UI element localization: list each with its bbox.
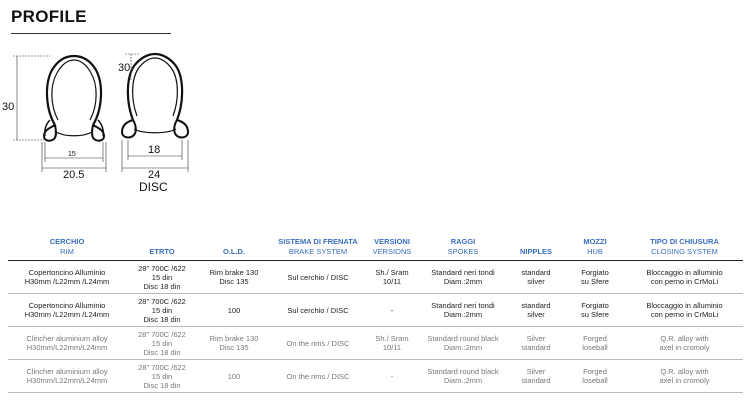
cell-line: Disc 18 din (143, 380, 181, 390)
disc-rim-inner-wall (133, 58, 178, 116)
cell-line: 15 din (151, 272, 173, 282)
table-cell-hub (564, 360, 626, 393)
rim-inner-width-label: 15 (68, 151, 76, 158)
table-cell-rim (8, 327, 126, 360)
table-row (8, 327, 743, 360)
cell-line: Copertoncino Alluminio (28, 301, 106, 310)
cell-line: On the rims / DISC (286, 371, 350, 381)
cell-line: Diam.:2mm (443, 376, 483, 385)
cell-line: Sul cerchio / DISC (287, 305, 349, 315)
column-header-italian: VERSIONI (374, 237, 410, 246)
cell-line: Sul cerchio / DISC (287, 272, 349, 282)
table-cell-brake (270, 294, 366, 327)
table-cell-spokes (418, 294, 508, 327)
cell-line: H30mm /L22mm /L24mm (24, 277, 110, 286)
column-header-english: HUB (587, 247, 603, 256)
table-cell-spokes (418, 261, 508, 294)
cell-line: Copertoncino Alluminio (28, 268, 106, 277)
column-header-english: BRAKE SYSTEM (288, 247, 348, 256)
cell-line: silver (527, 310, 545, 319)
table-cell-hub (564, 327, 626, 360)
table-cell-etrto (126, 327, 198, 360)
disc-rim-bead-right (174, 120, 188, 137)
cell-line: standard (521, 376, 551, 385)
cell-line: Sh./ Sram (375, 268, 409, 277)
column-header-italian: MOZZI (583, 237, 607, 246)
cell-line: 15 din (151, 338, 173, 348)
rim-profile-standard (44, 56, 104, 141)
table-cell-nipples (508, 294, 564, 327)
cell-line: standard (521, 301, 551, 310)
cell-line: Standard neri tondi (431, 301, 495, 310)
table-cell-hub (564, 261, 626, 294)
table-cell-versions (366, 261, 418, 294)
table-cell-closing (626, 327, 743, 360)
cell-line: con perno in CrMoLi (650, 277, 719, 286)
cell-line: Forged (583, 367, 607, 376)
disc-rim-bed (134, 129, 176, 133)
cell-line: H30mm/L22mm/L24mm (26, 376, 108, 385)
cell-line: axel in cromoly (659, 376, 710, 385)
cell-line: Diam.:2mm (443, 310, 483, 319)
table-cell-old (198, 261, 270, 294)
cell-line: Disc 135 (219, 277, 249, 286)
table-cell-brake (270, 261, 366, 294)
table-cell-versions (366, 360, 418, 393)
rim-outer-width-label: 20.5 (63, 169, 85, 181)
table-cell-rim (8, 294, 126, 327)
table-cell-etrto (126, 261, 198, 294)
cell-line: Disc 18 din (143, 347, 181, 357)
cell-line: Clincher aluminium alloy (26, 334, 108, 343)
cell-line: 28" 700C /622 (138, 362, 186, 372)
cell-line: Diam.:2mm (443, 343, 483, 352)
table-body (8, 261, 743, 393)
table-cell-etrto (126, 360, 198, 393)
table-cell-etrto (126, 294, 198, 327)
cell-line: loseball (582, 376, 608, 385)
table-cell-closing (626, 261, 743, 294)
cell-line: Rim brake 130 (209, 268, 259, 277)
column-header (508, 237, 564, 261)
table-cell-nipples (508, 360, 564, 393)
disc-rim-height-label: 30 (118, 62, 131, 74)
table-cell-nipples (508, 327, 564, 360)
column-header (366, 237, 418, 261)
table-cell-old (198, 360, 270, 393)
table-cell-versions (366, 327, 418, 360)
disc-rim-outer-wall (128, 54, 182, 120)
table-cell-brake (270, 360, 366, 393)
column-header-italian: ETRTO (149, 247, 175, 256)
cell-line: standard (521, 268, 551, 277)
column-header-italian: O.L.D. (222, 247, 246, 256)
cell-line: Forgiato (581, 268, 609, 277)
cell-line: Silver (526, 367, 546, 376)
cell-line: 100 (227, 305, 241, 315)
table-header-row (8, 237, 743, 261)
cell-line: 10/11 (382, 277, 402, 286)
column-header (418, 237, 508, 261)
table-cell-versions (366, 294, 418, 327)
column-header-italian: TIPO DI CHIUSURA (650, 237, 719, 246)
column-header (564, 237, 626, 261)
cell-line: su Sfere (581, 310, 609, 319)
cell-line: Silver (526, 334, 546, 343)
cell-line: Bloccaggio in alluminio (646, 268, 723, 277)
column-header (626, 237, 743, 261)
cell-line: - (390, 371, 394, 381)
column-header-english: VERSIONS (372, 247, 412, 256)
cell-line: Disc 18 din (143, 314, 181, 324)
cell-line: Rim brake 130 (209, 334, 259, 343)
table-cell-spokes (418, 360, 508, 393)
column-header-english: SPOKES (447, 247, 479, 256)
cell-line: Bloccaggio in alluminio (646, 301, 723, 310)
table-cell-nipples (508, 261, 564, 294)
cell-line: Standard round black (427, 334, 499, 343)
cell-line: 10/11 (382, 343, 402, 352)
rim-profile-drawings (0, 40, 230, 200)
column-header-english: RIM (60, 247, 74, 256)
cell-line: Q.R. alloy with (660, 334, 709, 343)
disc-profile-caption: DISC (139, 180, 168, 194)
cell-line: On the rims / DISC (286, 338, 350, 348)
cell-line: 100 (227, 371, 241, 381)
cell-line: Diam.:2mm (443, 277, 483, 286)
disc-rim-outer-width-label: 24 (148, 169, 161, 181)
page-title: PROFILE (11, 7, 87, 26)
cell-line: - (390, 305, 394, 315)
column-header-english: CLOSING SYSTEM (651, 247, 718, 256)
cell-line: Standard round black (427, 367, 499, 376)
rim-inner-wall (52, 60, 96, 120)
table-cell-closing (626, 294, 743, 327)
table-cell-rim (8, 360, 126, 393)
cell-line: 28" 700C /622 (138, 296, 186, 306)
disc-rim-bead-left (122, 120, 136, 137)
cell-line: Forged (583, 334, 607, 343)
table-cell-spokes (418, 327, 508, 360)
cell-line: Disc 18 din (143, 281, 181, 291)
column-header (270, 237, 366, 261)
column-header-italian: RAGGI (450, 237, 476, 246)
cell-line: su Sfere (581, 277, 609, 286)
column-header (8, 237, 126, 261)
cell-line: silver (527, 277, 545, 286)
cell-line: Clincher aluminium alloy (26, 367, 108, 376)
table-cell-hub (564, 294, 626, 327)
cell-line: 15 din (151, 305, 173, 315)
table-row (8, 360, 743, 393)
column-header-italian: NIPPLES (519, 247, 553, 256)
disc-rim-inner-width-label: 18 (148, 144, 161, 156)
table-cell-closing (626, 360, 743, 393)
table-row (8, 294, 743, 327)
table-row (8, 261, 743, 294)
cell-line: H30mm/L22mm/L24mm (26, 343, 108, 352)
cell-line: Forgiato (581, 301, 609, 310)
cell-line: 15 din (151, 371, 173, 381)
table-cell-old (198, 327, 270, 360)
cell-line: Standard neri tondi (431, 268, 495, 277)
cell-line: Disc 135 (219, 343, 249, 352)
table-cell-brake (270, 327, 366, 360)
rim-profile-disc (122, 54, 188, 137)
cell-line: H30mm /L22mm /L24mm (24, 310, 110, 319)
cell-line: 28" 700C /622 (138, 329, 186, 339)
cell-line: axel in cromoly (659, 343, 710, 352)
specifications-table (8, 237, 743, 393)
rim-height-label: 30 (2, 101, 15, 113)
cell-line: loseball (582, 343, 608, 352)
cell-line: standard (521, 343, 551, 352)
cell-line: con perno in CrMoLi (650, 310, 719, 319)
cell-line: Q.R. alloy with (660, 367, 709, 376)
title-divider (11, 33, 171, 34)
column-header-italian: SISTEMA DI FRENATA (278, 237, 358, 246)
column-header (198, 237, 270, 261)
cell-line: Sh./ Sram (375, 334, 409, 343)
rim-dimension-lines (13, 56, 106, 172)
column-header (126, 237, 198, 261)
cell-line: 28" 700C /622 (138, 263, 186, 273)
rim-bed (56, 132, 92, 136)
column-header-italian: CERCHIO (49, 237, 85, 246)
table-cell-rim (8, 261, 126, 294)
table-cell-old (198, 294, 270, 327)
